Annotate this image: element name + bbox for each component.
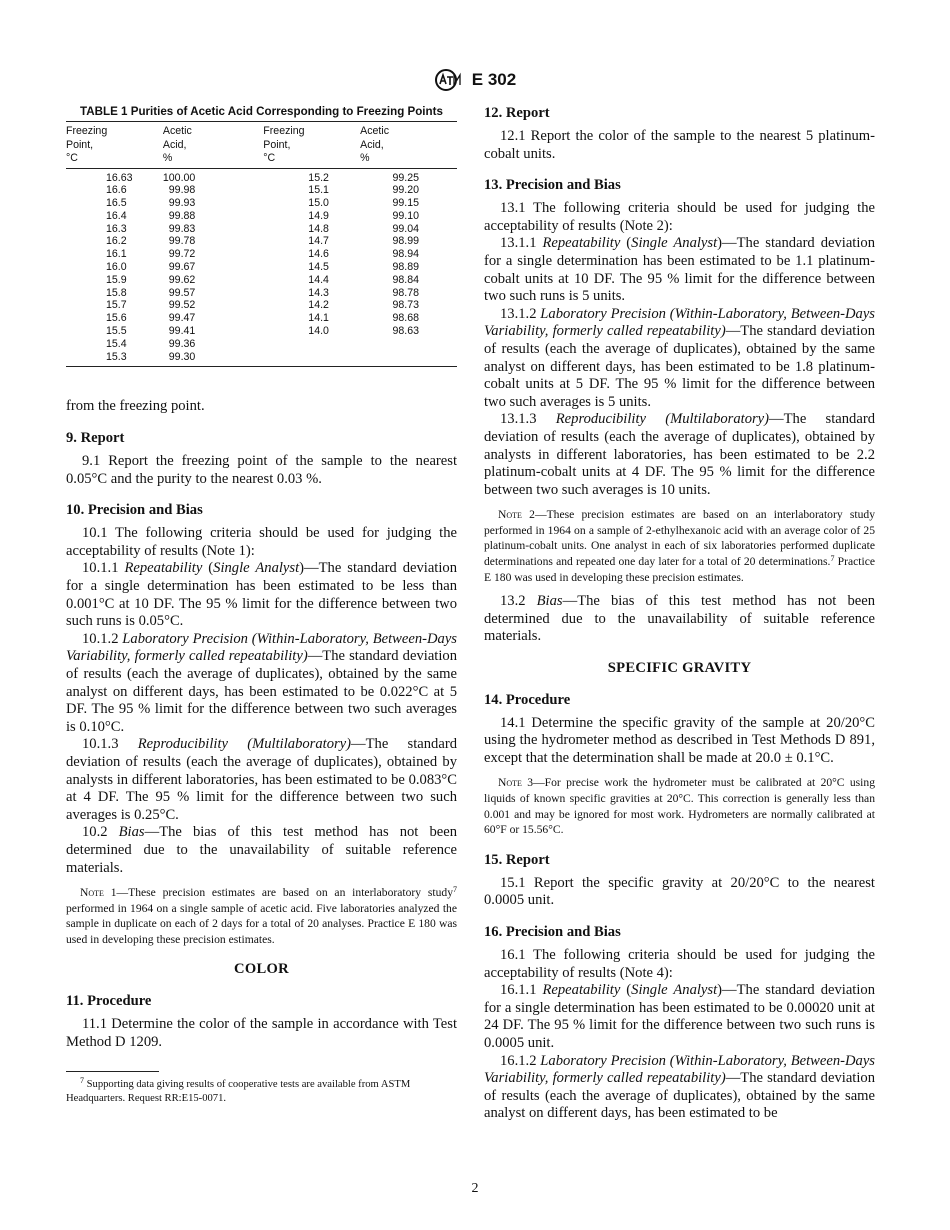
section-heading: 15. Report (484, 851, 550, 868)
table-cell (360, 338, 457, 351)
table-cell: 15.0 (308, 197, 329, 210)
table-cell: 99.10 (392, 209, 419, 222)
table-cell: 99.30 (168, 350, 196, 363)
paragraph: 13.2 Bias—The bias of this test method has not been determined due to the unavailability of suitable reference materials. (484, 593, 875, 645)
table-header-cell: Freezing Point, °C (66, 125, 108, 164)
paragraph: 15.1 Report the specific gravity at 20/20°C to the nearest 0.0005 unit. (484, 874, 875, 909)
note-1: Note 1—These precision estimates are based on an interlaboratory study$^7$ performed in 1964 on a single sample of acetic acid. Five laboratories analyzed the sample in duplicate on each of 2 days for a total of 20 analyses. Practice E 180 was used in developing these precision estimates. (66, 885, 457, 946)
table-cell: 99.52 (168, 299, 196, 312)
table-row (66, 287, 457, 300)
paragraph: 13.1.3 Reproducibility (Multilaboratory)—The standard deviation of results (each the average of duplicates), obtained by analysts in different laboratories, has been estimated to be 2.2 platinum-cobalt units at 4 DF. The 95 % limit for the difference between two such averages is 10 units. (484, 411, 875, 498)
table-cell: 16.6 (106, 184, 127, 197)
table-cell: 15.5 (106, 325, 127, 338)
table-row (66, 210, 457, 223)
section-heading: 14. Procedure (484, 691, 571, 708)
table-cell: 98.73 (392, 299, 419, 312)
table-cell: 15.4 (106, 337, 127, 350)
table-cell: 16.3 (106, 222, 127, 235)
table-cell: 99.72 (168, 248, 196, 261)
paragraph: 16.1 The following criteria should be used for judging the acceptability of results (Note 4): (484, 946, 875, 981)
table-cell: 98.84 (392, 273, 419, 286)
table-cell: 14.6 (308, 248, 329, 261)
table-row (66, 184, 457, 197)
section-heading: 13. Precision and Bias (484, 177, 621, 194)
table-header-row (66, 122, 457, 169)
note-2: Note 2—These precision estimates are based on an interlaboratory study performed in 1964 on a sample of 2-ethylhexanoic acid with an average color of 25 platinum-cobalt units. One analyst in each of six laboratories performed duplicate determinations and repeated one day later for a total of 20 determinations.$^7$ Practice E 180 was used in developing these precision estimates. (484, 508, 876, 584)
table-row (66, 197, 457, 210)
part-heading: COLOR (233, 961, 289, 978)
left-column (66, 100, 457, 1105)
section-heading: 12. Report (484, 105, 550, 121)
table-header-cell: Acetic Acid, % (360, 125, 390, 164)
table-cell: 99.67 (168, 261, 196, 274)
table-cell: 98.78 (392, 286, 419, 299)
table-cell: 15.2 (308, 171, 329, 184)
table-cell: 14.2 (308, 299, 329, 312)
section-heading: 11. Procedure (66, 993, 152, 1010)
table-cell: 16.4 (106, 209, 127, 222)
table-row (66, 261, 457, 274)
table-cell: 98.63 (392, 325, 419, 338)
table1-caption: TABLE 1 Purities of Acetic Acid Corresponding to Freezing Points (80, 105, 443, 118)
paragraph: 13.1 The following criteria should be used for judging the acceptability of results (Note 2): (484, 200, 875, 234)
table-cell: 98.94 (392, 248, 419, 261)
table-cell: 99.88 (168, 209, 196, 222)
table-cell: 98.89 (392, 261, 419, 274)
table-row (66, 351, 457, 367)
astm-logo-icon (434, 68, 462, 92)
section-heading: 16. Precision and Bias (484, 923, 621, 940)
table-cell: 99.20 (392, 184, 419, 197)
table-cell (360, 351, 457, 367)
table-cell (263, 351, 360, 367)
paragraph: 10.2 Bias—The bias of this test method has not been determined due to the unavailability of suitable reference materials. (66, 824, 457, 876)
table-cell: 99.78 (168, 235, 196, 248)
table-cell: 99.62 (168, 273, 196, 286)
table-cell: 99.15 (392, 197, 419, 210)
table-header-cell: Freezing Point, °C (263, 125, 305, 164)
table-cell: 98.68 (392, 312, 419, 325)
right-column (484, 100, 875, 1123)
section-heading: 10. Precision and Bias (66, 502, 203, 519)
footnote: $^7$ Supporting data giving results of cooperative tests are available from ASTM Headquarters. Request RR:E15-0071. (66, 1076, 411, 1104)
paragraph: 13.1.1 Repeatability (Single Analyst)—The standard deviation for a single determination has been estimated to be 1.1 platinum-cobalt units at 10 DF. The 95 % limit for the difference between two such runs is 5 units. (484, 235, 876, 305)
table-cell: 14.5 (308, 261, 329, 274)
table-body (66, 168, 457, 367)
part-heading: SPECIFIC GRAVITY (607, 660, 752, 677)
paragraph: 12.1 Report the color of the sample to the nearest 5 platinum-cobalt units. (484, 128, 875, 162)
table-cell: 14.9 (308, 209, 329, 222)
section-heading: 9. Report (66, 430, 125, 447)
page-header (0, 68, 950, 92)
table-cell: 15.1 (308, 184, 329, 197)
paragraph: 13.1.2 Laboratory Precision (Within-Laboratory, Between-Days Variability, formerly called repeatability)—The standard deviation of results (each the average of duplicates), obtained by the same analyst on different days, has been estimated to be 1.8 platinum-cobalt units at 5 DF. The 95 % limit for the difference between two such averages is 5 units. (484, 305, 875, 410)
table-row (66, 223, 457, 236)
paragraph: 11.1 Determine the color of the sample in accordance with Test Method D 1209. (66, 1016, 457, 1050)
table-row (66, 168, 457, 184)
table-cell: 99.57 (168, 286, 196, 299)
table-cell: 15.7 (106, 299, 127, 312)
purity-table (66, 121, 457, 368)
footnote-rule (66, 1071, 159, 1072)
paragraph: 10.1.2 Laboratory Precision (Within-Laboratory, Between-Days Variability, formerly called repeatability)—The standard deviation of results (each the average of duplicates), obtained by the same analyst on different days, has been estimated to be 0.022°C at 5 DF. The 95 % limit for the difference between two such averages is 0.10°C. (66, 630, 457, 735)
table-cell (263, 338, 360, 351)
table-row (66, 235, 457, 248)
table-cell: 100.00 (162, 171, 196, 184)
table-cell: 16.2 (106, 235, 127, 248)
paragraph: 10.1.3 Reproducibility (Multilaboratory)—The standard deviation of results (each the average of duplicates), obtained by analysts in different laboratories, has been estimated to be 0.083°C at 4 DF. The 95 % limit for the difference between two such averages is 0.25°C. (66, 736, 457, 823)
table-cell: 99.25 (392, 171, 419, 184)
table-cell: 99.04 (392, 222, 419, 235)
table-cell: 99.41 (168, 325, 196, 338)
table-row (66, 325, 457, 338)
table-cell: 16.1 (106, 248, 127, 261)
table-row (66, 248, 457, 261)
paragraph: 10.1 The following criteria should be used for judging the acceptability of results (Note 1): (66, 525, 457, 559)
table-row (66, 274, 457, 287)
table-cell: 99.93 (168, 197, 196, 210)
table-cell: 14.3 (308, 286, 329, 299)
table-cell: 99.36 (168, 337, 196, 350)
table-cell: 98.99 (392, 235, 419, 248)
note-3: Note 3—For precise work the hydrometer must be calibrated at 20°C using liquids of known specific gravities at 20°C. This correction is generally less than 0.001 and may be ignored for most work. Hydrometers are normally calibrated at 60°F or 15.56°C. (484, 776, 875, 837)
table-cell: 15.6 (106, 312, 127, 325)
table-cell: 99.47 (168, 312, 196, 325)
table-cell: 99.83 (168, 222, 196, 235)
table-cell: 14.1 (308, 312, 329, 325)
table-cell: 15.9 (106, 273, 127, 286)
paragraph: 16.1.1 Repeatability (Single Analyst)—The standard deviation for a single determination has been estimated to be 0.00020 unit at 24 DF. The 95 % limit for the difference between two such runs is 0.0005 unit. (484, 982, 876, 1051)
table-cell: 14.8 (308, 222, 329, 235)
table-header-cell: Acetic Acid, % (162, 125, 192, 164)
table-cell: 14.7 (308, 235, 329, 248)
table-row (66, 312, 457, 325)
table-cell: 16.0 (106, 261, 127, 274)
table-row (66, 338, 457, 351)
table-cell: 99.98 (168, 184, 196, 197)
paragraph: 14.1 Determine the specific gravity of the sample at 20/20°C using the hydrometer method as described in Test Methods D 891, except that the determination shall be made at 20.0 ± 0.1°C. (484, 714, 875, 766)
continuation-text: from the freezing point. (66, 398, 205, 415)
table-cell: 16.63 (106, 171, 133, 184)
table-cell: 15.3 (106, 350, 127, 363)
paragraph: 9.1 Report the freezing point of the sample to the nearest 0.05°C and the purity to the nearest 0.03 %. (66, 453, 457, 487)
table-cell: 15.8 (106, 286, 127, 299)
paragraph: 16.1.2 Laboratory Precision (Within-Laboratory, Between-Days Variability, formerly called repeatability)—The standard deviation of results (each the average of duplicates), obtained by the same analyst on different days, has been estimated to be (484, 1052, 875, 1122)
table-cell: 14.0 (308, 325, 329, 338)
paragraph: 10.1.1 Repeatability (Single Analyst)—The standard deviation for a single determination has been estimated to be less than 0.001°C at 10 DF. The 95 % limit for the difference between two such runs is 0.05°C. (66, 560, 458, 630)
standard-designation: E 302 (471, 70, 517, 89)
table-row (66, 299, 457, 312)
page-number: 2 (471, 1181, 479, 1196)
table-cell: 14.4 (308, 273, 329, 286)
table-cell: 16.5 (106, 197, 127, 210)
